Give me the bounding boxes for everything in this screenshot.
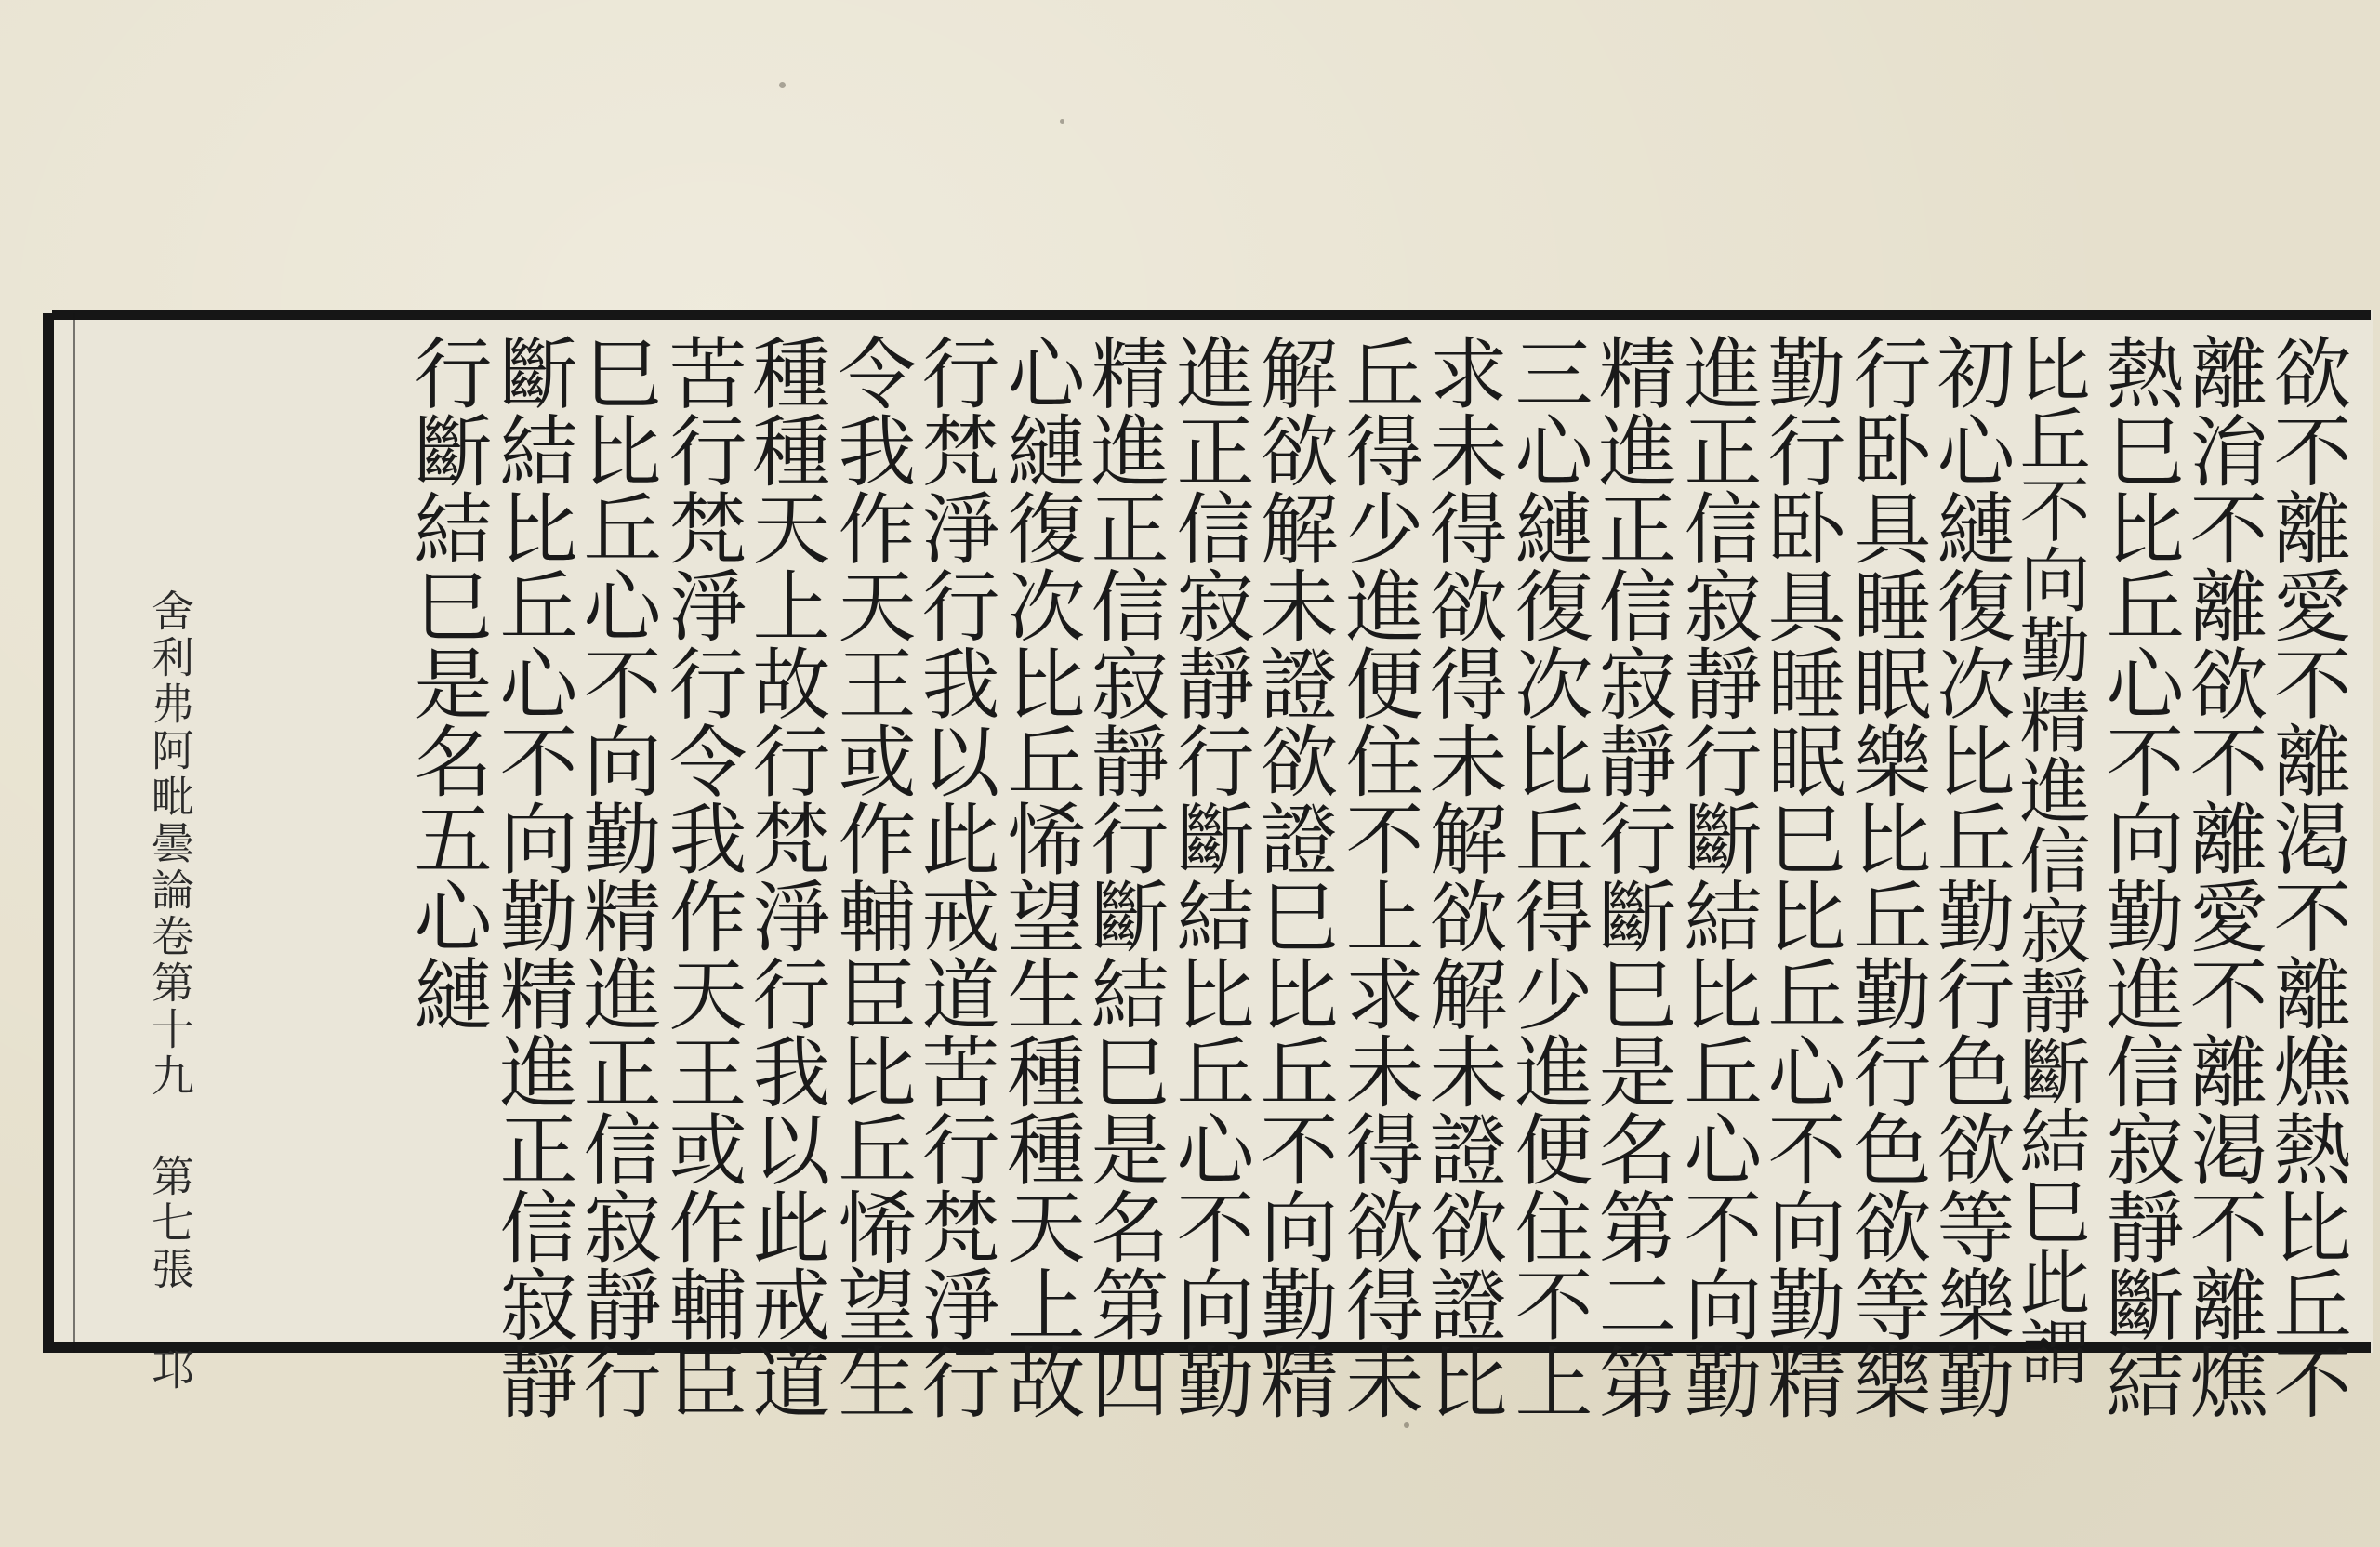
text-column: 苦行梵淨行令我作天王或作輔臣 bbox=[656, 333, 747, 1420]
text-column: 種種天上故行梵淨行我以此戒道 bbox=[740, 333, 831, 1420]
text-column: 熱巳比丘心不向勤進信寂靜斷結 bbox=[2094, 333, 2185, 1420]
text-column: 初心縺復次比丘勤行色欲等樂勤 bbox=[1924, 333, 2016, 1420]
text-column: 勤行卧具睡眠巳比丘心不向勤精 bbox=[1755, 333, 1846, 1420]
page-footer-label: 舍利弗阿毗曇論卷第十九 第七張 邛 bbox=[145, 588, 195, 1394]
text-column: 解欲解未證欲證巳比丘不向勤精 bbox=[1248, 333, 1339, 1420]
text-column: 巳比丘心不向勤精進正信寂靜行 bbox=[571, 333, 662, 1420]
frame-rule-left bbox=[43, 313, 54, 1353]
text-column: 精進正信寂靜行斷巳是名第二第 bbox=[1586, 333, 1677, 1420]
frame-rule-inner bbox=[73, 313, 75, 1353]
text-column: 斷結比丘心不向勤精進正信寂靜 bbox=[487, 333, 578, 1420]
text-column: 行卧具睡眠樂比丘勤行色欲等樂 bbox=[1841, 333, 1932, 1420]
ink-speck bbox=[1060, 119, 1064, 124]
text-column: 比丘不向勤精進信寂靜斷結巳此謂 bbox=[2008, 333, 2091, 1386]
printed-text-block bbox=[43, 310, 2373, 1420]
text-column: 精進正信寂靜行斷結巳是名第四 bbox=[1078, 333, 1170, 1420]
text-column: 行斷結巳是名五心縺 bbox=[402, 333, 493, 1032]
ink-speck bbox=[1404, 1422, 1409, 1428]
text-column: 令我作天王或作輔臣比丘悕望生 bbox=[826, 333, 917, 1420]
text-column: 求未得欲得未解欲解未證欲證比 bbox=[1417, 333, 1508, 1420]
text-column: 行梵淨行我以此戒道苦行梵淨行 bbox=[909, 333, 1000, 1420]
text-column: 心縺復次比丘悕望生種種天上故 bbox=[995, 333, 1086, 1420]
text-column: 進正信寂靜行斷結比丘心不向勤 bbox=[1164, 333, 1255, 1420]
ink-speck bbox=[779, 82, 786, 88]
text-column: 欲不離愛不離渇不離燋熱比丘不 bbox=[2261, 333, 2352, 1420]
frame-rule-top bbox=[52, 310, 2371, 320]
text-column: 進正信寂靜行斷結比丘心不向勤 bbox=[1672, 333, 1763, 1420]
text-column: 丘得少進便住不上求未得欲得未 bbox=[1333, 333, 1424, 1420]
text-column: 三心縺復次比丘得少進便住不上 bbox=[1502, 333, 1593, 1420]
text-column: 離㳙不離欲不離愛不離渇不離燋 bbox=[2177, 333, 2268, 1420]
